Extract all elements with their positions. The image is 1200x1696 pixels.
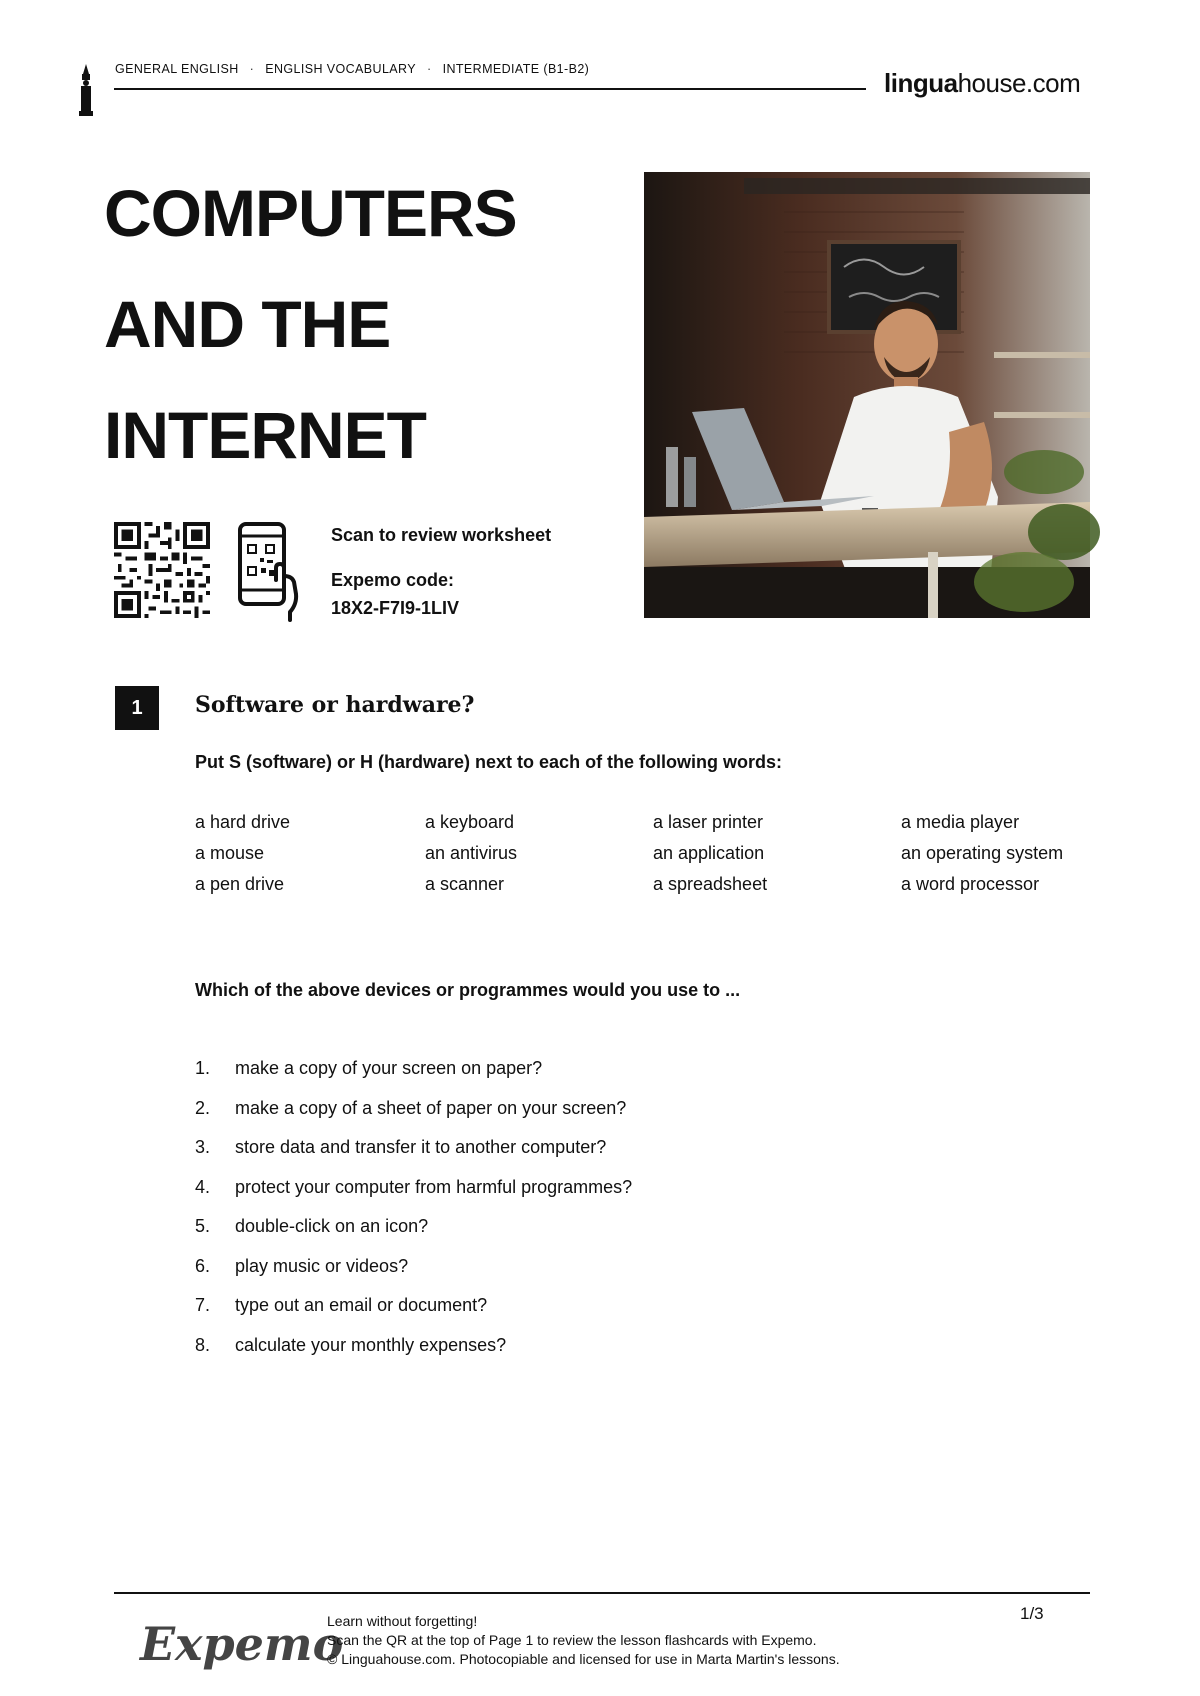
word-item: an operating system — [901, 843, 1064, 863]
list-item — [195, 1058, 632, 1098]
brand-logo[interactable] — [884, 68, 1080, 99]
scan-label: Scan to review worksheet — [331, 525, 552, 545]
breadcrumb-item-level[interactable]: INTERMEDIATE (B1-B2) — [442, 62, 590, 76]
word-item: an antivirus — [425, 843, 518, 863]
word-item: a laser printer — [653, 812, 764, 832]
list-item — [195, 1098, 632, 1138]
page-number: 1/3 — [1020, 1604, 1044, 1623]
header-rule — [114, 88, 866, 90]
item-number: 4. — [195, 1176, 211, 1197]
word-item: a scanner — [425, 874, 505, 894]
list-item — [195, 1256, 632, 1296]
title-line-3: INTERNET — [104, 398, 426, 472]
item-number: 5. — [195, 1216, 211, 1236]
footer-text — [327, 1612, 840, 1669]
qr-code-icon[interactable] — [114, 522, 210, 618]
title-line-1: COMPUTERS — [104, 176, 517, 250]
word-item: a word processor — [901, 874, 1040, 894]
breadcrumb-separator: · — [249, 62, 255, 76]
breadcrumb-item-general[interactable]: GENERAL ENGLISH — [115, 62, 239, 76]
footer-tagline: Learn without forgetting! — [327, 1613, 478, 1629]
footer-rule — [114, 1592, 1090, 1594]
item-number: 1. — [195, 1058, 211, 1078]
list-item — [195, 1216, 632, 1256]
page-title — [104, 158, 517, 491]
footer-scan-note: Scan the QR at the top of Page 1 to review the lesson flashcards with Expemo. — [327, 1632, 817, 1648]
expemo-code-label: Expemo code: — [331, 570, 455, 590]
item-text: store data and transfer it to another computer? — [235, 1137, 607, 1157]
expemo-code: 18X2-F7I9-1LIV — [331, 598, 460, 618]
section-number: 1 — [115, 686, 159, 730]
item-text: play music or videos? — [235, 1255, 409, 1276]
list-item — [195, 1295, 632, 1335]
breadcrumb-separator: · — [427, 62, 432, 76]
word-grid — [195, 812, 1095, 908]
list-item — [195, 1335, 632, 1375]
expemo-logo-text: Expemo — [140, 1617, 344, 1671]
big-ben-icon — [78, 64, 94, 116]
word-item: a pen drive — [195, 874, 285, 894]
hero-photo — [644, 172, 1090, 618]
section-title: Software or hardware? — [195, 692, 475, 718]
item-number: 7. — [195, 1295, 211, 1315]
list-item — [195, 1177, 632, 1217]
question-list — [195, 1058, 632, 1374]
item-text: calculate your monthly expenses? — [235, 1334, 507, 1355]
question-prompt: Which of the above devices or programmes would you use to ... — [195, 980, 741, 1000]
word-item: a spreadsheet — [653, 874, 768, 894]
item-text: make a copy of a sheet of paper on your screen? — [235, 1097, 627, 1118]
word-item: a media player — [901, 812, 1020, 832]
brand-bold: lingua — [884, 68, 958, 98]
item-number: 6. — [195, 1255, 211, 1276]
word-item: a hard drive — [195, 812, 291, 832]
brand-rest: house.com — [957, 68, 1081, 98]
item-text: double-click on an icon? — [235, 1216, 429, 1236]
item-text: make a copy of your screen on paper? — [235, 1058, 543, 1078]
word-item: a keyboard — [425, 812, 515, 832]
expemo-logo[interactable] — [140, 1604, 344, 1686]
item-number: 2. — [195, 1097, 211, 1118]
list-item — [195, 1137, 632, 1177]
word-item: a mouse — [195, 843, 265, 863]
item-text: type out an email or document? — [235, 1295, 488, 1315]
item-number: 8. — [195, 1334, 211, 1355]
word-item: an application — [653, 843, 765, 863]
breadcrumb — [115, 62, 589, 76]
item-number: 3. — [195, 1137, 211, 1157]
breadcrumb-item-vocabulary[interactable]: ENGLISH VOCABULARY — [265, 62, 416, 76]
phone-scan-icon — [236, 522, 300, 620]
section-instruction: Put S (software) or H (hardware) next to each of the following words: — [195, 752, 783, 772]
item-text: protect your computer from harmful programmes? — [235, 1176, 633, 1197]
scan-info — [331, 524, 551, 620]
title-line-2: AND THE — [104, 287, 391, 361]
footer-copyright: © Linguahouse.com. Photocopiable and licensed for use in Marta Martin's lessons. — [327, 1651, 840, 1667]
